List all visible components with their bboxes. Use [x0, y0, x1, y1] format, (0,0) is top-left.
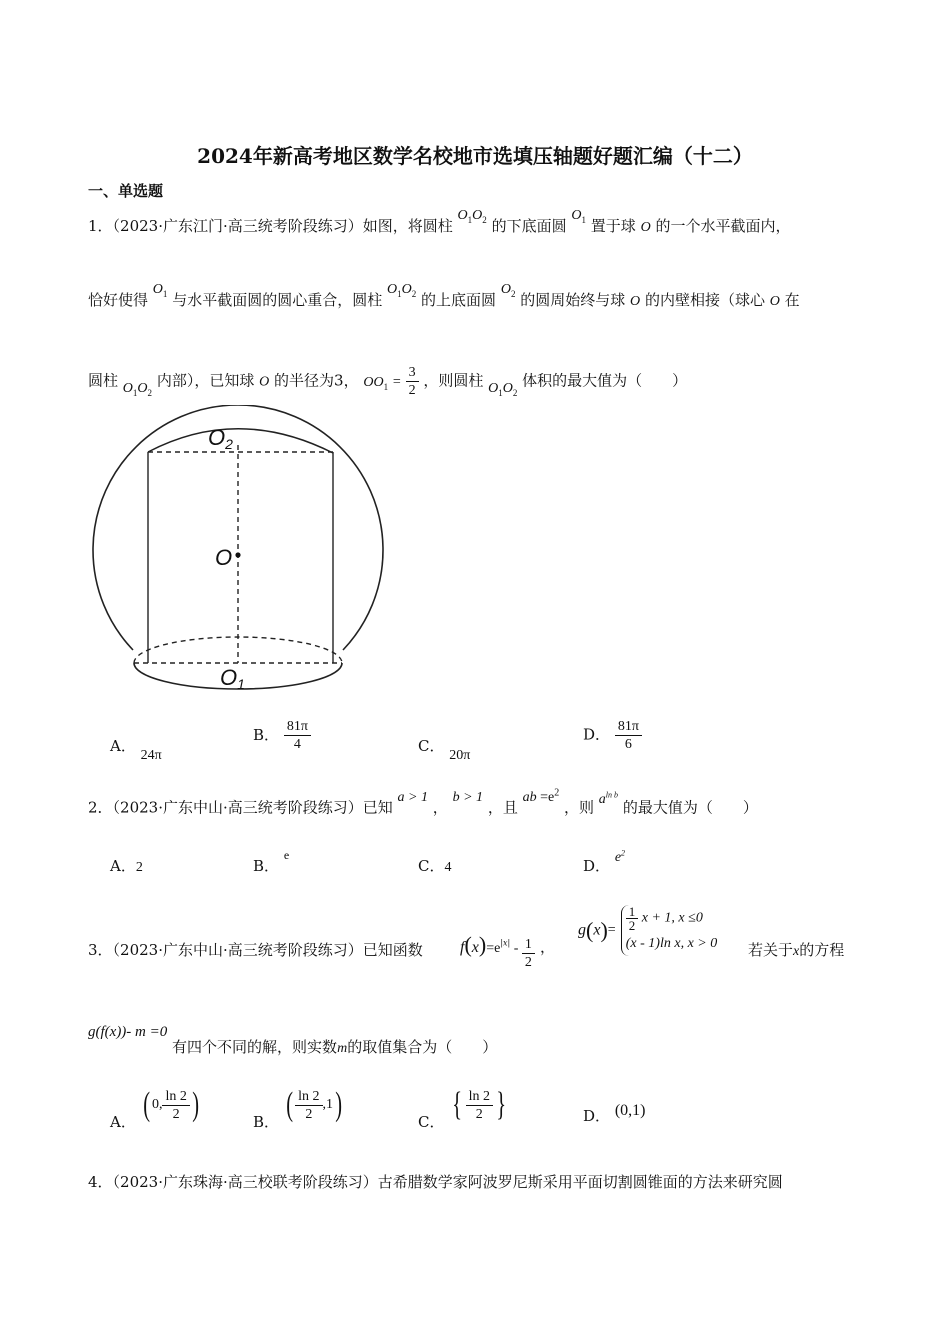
question-4: 4．（2023·广东珠海·高三校联考阶段练习）古希腊数学家阿波罗尼斯采用平面切割圆锥面的方法来研究圆: [88, 1173, 783, 1191]
cyl-label: $O_1O_2$: [122, 380, 153, 398]
q3-option-d[interactable]: D． (0,1): [583, 1102, 646, 1125]
cond-a: a > 1: [397, 789, 428, 805]
q1-text: 内部），已知球: [156, 371, 255, 390]
center-o1: $O_1$: [152, 282, 168, 299]
q1-text: 的上底面圆: [421, 291, 497, 309]
q1-option-d[interactable]: D． $\frac{81\pi}{6}$: [583, 718, 642, 753]
question-3-line-2: g(f(x))- m =0 有四个不同的解，则实数m的取值集合为（ ）: [88, 1024, 498, 1056]
oo1-expr: $OO_1$: [363, 374, 389, 392]
center-point: [235, 552, 240, 557]
q1-text: 在: [784, 291, 800, 309]
cond-b: b > 1: [452, 789, 484, 805]
expr-a-lnb: $a^{ln b}$: [598, 790, 619, 807]
section-heading: 一、单选题: [88, 182, 164, 200]
equals-sign: =: [392, 374, 401, 390]
q3-option-a[interactable]: A． ( 0, $\frac{\ln 2}{2}$ ): [110, 1086, 199, 1131]
q1-text: 的下底面圆: [491, 217, 567, 235]
question-1-line-1: [88, 208, 791, 242]
q1-text: 与水平截面圆的圆心重合，圆柱: [172, 291, 383, 309]
q1-text: 圆柱: [88, 371, 119, 390]
fraction-three-halves: $\frac{3}{2}$: [406, 364, 419, 399]
question-3-tail: 若关于x的方程: [748, 941, 845, 959]
q2-option-d[interactable]: D． $e^2$: [583, 848, 626, 875]
q1-text: ，则圆柱: [423, 371, 484, 390]
page-title: 2024年新高考地区数学名校地市选填压轴题好题汇编（十二）: [197, 144, 753, 168]
q1-text: 体积的最大值为（ ）: [522, 371, 688, 390]
q2-option-b[interactable]: B． $^e$: [253, 848, 290, 875]
fraction-one-half: $\frac{1}{2}$: [522, 936, 535, 971]
piecewise-cases: $\frac{1}{2}$ x + 1, x ≤0 (x - 1)ln x, x > 0: [621, 905, 717, 956]
f-definition: $f(x)=e^{|x|}$ - $\frac{1}{2}$ ，: [460, 932, 556, 970]
cyl-label: $O_1O_2$: [387, 282, 417, 299]
q1-option-b[interactable]: B． $\frac{81\pi}{4}$: [253, 718, 311, 753]
sphere-o: O: [259, 374, 270, 390]
g-definition: g(x)= $\frac{1}{2}$ x + 1, x ≤0 (x - 1)ln x, x > 0: [578, 905, 717, 956]
q1-option-c[interactable]: C． 20π: [418, 737, 471, 763]
q1-text: 的圆周始终与球: [520, 291, 626, 309]
q2-option-a[interactable]: A．2: [110, 857, 143, 875]
question-1-line-2: [88, 282, 800, 316]
q1-text: 置于球: [590, 217, 636, 235]
cond-ab: ab $=e^2$: [522, 787, 560, 805]
q1-text: 的一个水平截面内，: [655, 217, 791, 235]
option-a-value: 24π: [140, 748, 162, 763]
sphere-o: O: [640, 220, 651, 235]
option-c-value: 20π: [449, 748, 471, 763]
sphere-o: O: [630, 294, 641, 309]
sphere-cylinder-figure: [88, 405, 398, 710]
sphere-o: O: [769, 294, 780, 309]
cyl-label: $O_1O_2$: [457, 208, 487, 225]
cyl-label: $O_1O_2$: [488, 380, 518, 398]
label-o1: O1: [220, 665, 245, 692]
label-o: O: [215, 545, 233, 570]
option-b-fraction: $\frac{81\pi}{4}$: [284, 718, 311, 753]
question-2: 2．（2023·广东中山·高三统考阶段练习）已知 a > 1 ， b > 1 ，且 ab $=e^2$ ，则 $a^{ln b}$ 的最大值为（ ）: [88, 787, 758, 817]
q1-text: 1．（2023·广东江门·高三统考阶段练习）如图，将圆柱: [88, 217, 453, 235]
equation-gfx: g(f(x))- m =0: [88, 1024, 168, 1040]
sphere-top-arc: [148, 429, 333, 453]
q1-option-a[interactable]: A． 24π: [110, 737, 162, 763]
question-1-line-3: [88, 364, 687, 399]
bottom-ellipse-back: [134, 637, 342, 663]
circle-o2: $O_2$: [500, 282, 516, 299]
q3-option-c[interactable]: C． { $\frac{\ln 2}{2}$ }: [418, 1086, 507, 1131]
q2-option-c[interactable]: C．4: [418, 857, 452, 875]
circle-o1: $O_1$: [571, 208, 586, 225]
q1-text: 恰好使得: [88, 291, 149, 309]
q1-text: 的半径为3，: [274, 371, 359, 390]
label-o2: O2: [208, 425, 233, 452]
question-3-line-1: 3．（2023·广东中山·高三统考阶段练习）已知函数: [88, 941, 423, 959]
q1-text: 的内壁相接（球心: [644, 291, 765, 309]
q3-option-b[interactable]: B． ( $\frac{\ln 2}{2}$ ,1): [253, 1086, 343, 1131]
option-d-fraction: $\frac{81\pi}{6}$: [615, 718, 642, 753]
